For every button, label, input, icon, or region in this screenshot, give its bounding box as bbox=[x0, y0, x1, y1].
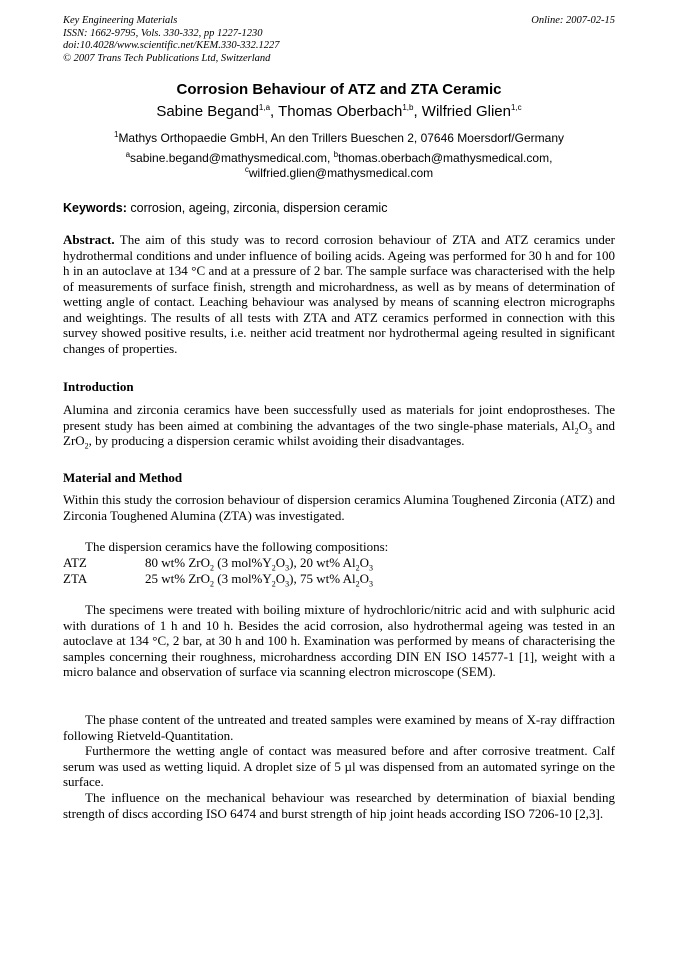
affiliation-text: Mathys Orthopaedie GmbH, An den Trillers Bueschen 2, 07646 Moersdorf/Germany bbox=[118, 131, 564, 145]
doi-line: doi:10.4028/www.scientific.net/KEM.330-332.1227 bbox=[63, 40, 280, 51]
abstract-label: Abstract. bbox=[63, 232, 115, 247]
subscript: 3 bbox=[587, 426, 592, 436]
online-date: Online: 2007-02-15 bbox=[531, 15, 615, 26]
composition-text: 80 wt% ZrO bbox=[145, 555, 210, 570]
author-name: Sabine Begand bbox=[156, 103, 259, 120]
method-heading: Material and Method bbox=[63, 470, 183, 485]
subscript: 2 bbox=[210, 579, 214, 589]
method-paragraph-5: Furthermore the wetting angle of contact was measured before and after corrosive treatment. Calf serum was used as wetting liquid. A droplet size of 5 µl was dispensed from an automated syringe on the surface. bbox=[63, 743, 615, 789]
composition-text: (3 mol%Y bbox=[214, 571, 272, 586]
email-b: thomas.oberbach@mathysmedical.com, bbox=[338, 151, 553, 165]
method-paragraph-2: The dispersion ceramics have the following compositions: bbox=[85, 539, 389, 554]
copyright-line: © 2007 Trans Tech Publications Ltd, Switzerland bbox=[63, 52, 271, 64]
subscript: 2 bbox=[355, 579, 360, 589]
composition-row-atz bbox=[63, 555, 373, 571]
subscript: 2 bbox=[355, 563, 360, 573]
subscript: 2 bbox=[271, 579, 276, 589]
subscript: 2 bbox=[271, 563, 276, 573]
composition-label: ZTA bbox=[63, 571, 88, 586]
abstract bbox=[63, 232, 615, 356]
keywords bbox=[63, 201, 387, 215]
author-name: , Wilfried Glien bbox=[413, 103, 511, 120]
composition-text: O bbox=[359, 555, 370, 570]
composition-text: O bbox=[359, 571, 370, 586]
author-affil-mark: 1,a bbox=[258, 103, 271, 112]
composition-text: O bbox=[275, 555, 286, 570]
journal-header bbox=[63, 15, 280, 65]
intro-text: O bbox=[578, 417, 588, 433]
keywords-label: Keywords: bbox=[63, 201, 127, 215]
author-affil-mark: 1,b bbox=[402, 103, 414, 112]
email-mark: c bbox=[244, 165, 249, 174]
author-affil-mark: 1,c bbox=[511, 103, 522, 112]
composition-label: ATZ bbox=[63, 555, 87, 570]
composition-row-zta bbox=[63, 571, 373, 587]
method-paragraph-3: The specimens were treated with boiling mixture of hydrochloric/nitric acid and with sulphuric acid with durations of 1 h and 10 h. Besides the acid corrosion, also hydrothermal ageing was tested in an autoclave at 134 °C, 2 bar, at 30 h and 100 h. Examination was performed by means of characterising the samples concerning their roughness, microhardness according DIN EN ISO 14577-1 [1], weight with a micro balance and observation of surface via scanning electron microscope (SEM). bbox=[63, 602, 615, 679]
composition-text: ), 20 wt% Al bbox=[289, 555, 356, 570]
email-mark: b bbox=[333, 150, 339, 159]
subscript: 2 bbox=[574, 426, 579, 436]
issn-line: ISSN: 1662-9795, Vols. 330-332, pp 1227-1230 bbox=[63, 27, 263, 39]
method-paragraph-1: Within this study the corrosion behaviour of dispersion ceramics Alumina Toughened Zirconia (ATZ) and Zirconia Toughened Alumina (ZTA) was investigated. bbox=[63, 492, 615, 523]
subscript: 3 bbox=[285, 563, 290, 573]
composition-text: O bbox=[275, 571, 286, 586]
composition-text: 25 wt% ZrO bbox=[145, 571, 210, 586]
method-paragraph-6: The influence on the mechanical behaviour was researched by determination of biaxial bending strength of discs according ISO 6474 and burst strength of hip joint heads according ISO 7206-10 [2,3]. bbox=[63, 790, 615, 821]
subscript: 3 bbox=[369, 563, 374, 573]
author-list bbox=[0, 103, 678, 120]
email-c: wilfried.glien@mathysmedical.com bbox=[248, 166, 434, 180]
composition-text: ), 75 wt% Al bbox=[289, 571, 356, 586]
introduction-paragraph bbox=[63, 402, 615, 449]
paper-title: Corrosion Behaviour of ATZ and ZTA Ceramic bbox=[176, 81, 502, 98]
introduction-heading: Introduction bbox=[63, 379, 134, 394]
subscript: 2 bbox=[210, 563, 214, 573]
subscript: 2 bbox=[84, 441, 89, 451]
author-name: , Thomas Oberbach bbox=[270, 103, 403, 120]
abstract-text: The aim of this study was to record corrosion behaviour of ZTA and ATZ ceramics under hydrothermal conditions and under influence of boiling acids. Ageing was performed for 30 h and for 100 h in an autoclave at 134 °C and at a pressure of 2 bar. The sample surface was characterised with the help of measurements of surface finish, strength and microhardness, as well as by means of determination of wetting angle of contact. Leaching behaviour was analysed by means of scanning electron micrographs and weightings. The results of all tests with ZTA and ATZ ceramics performed in connection with this survey showed positive results, i.e. neither acid treatment nor hydrothermal ageing resulted in significant changes of properties. bbox=[63, 232, 615, 356]
email-mark: a bbox=[125, 150, 131, 159]
affiliation bbox=[0, 131, 678, 145]
affiliation-mark: 1 bbox=[113, 130, 119, 139]
intro-text: Alumina and zirconia ceramics have been successfully used as materials for joint endoprostheses. The present study has been aimed at combining the advantages of the two single-phase materials, Al bbox=[63, 402, 615, 433]
method-paragraph-4: The phase content of the untreated and treated samples were examined by means of X-ray diffraction following Rietveld-Quantitation. bbox=[63, 712, 615, 743]
author-emails bbox=[0, 151, 678, 181]
subscript: 3 bbox=[369, 579, 374, 589]
keywords-text: corrosion, ageing, zirconia, dispersion ceramic bbox=[126, 201, 388, 215]
subscript: 3 bbox=[285, 579, 290, 589]
intro-text: and ZrO bbox=[63, 417, 615, 448]
intro-text: , by producing a dispersion ceramic whilst avoiding their disadvantages. bbox=[88, 433, 465, 448]
email-a: sabine.begand@mathysmedical.com, bbox=[130, 151, 334, 165]
journal-name: Key Engineering Materials bbox=[63, 15, 178, 26]
composition-text: (3 mol%Y bbox=[214, 555, 272, 570]
